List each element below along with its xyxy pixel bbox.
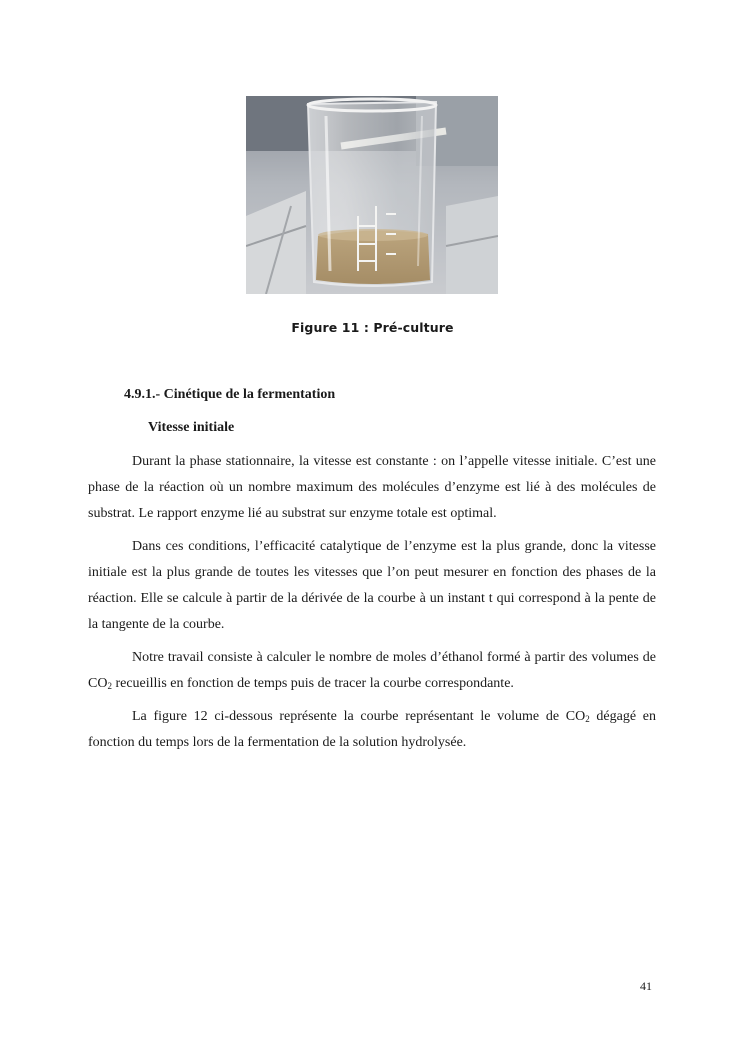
paragraph-4	[88, 704, 656, 756]
paragraph-1: Durant la phase stationnaire, la vitesse est constante : on l’appelle vitesse initiale. C’est une phase de la réaction où un nombre maximum des molécules d’enzyme est lié à des molécules de substrat. Le rapport enzyme lié au substrat sur enzyme totale est optimal.	[88, 454, 656, 521]
page-number: 41	[640, 979, 652, 993]
subscript-2: 2	[585, 714, 590, 724]
figure-caption: Figure 11 : Pré-culture	[291, 320, 454, 335]
subsection-heading: Vitesse initiale	[148, 420, 235, 435]
paragraph-4-text-start: La figure 12 ci-dessous représente la courbe représentant le volume de CO	[132, 709, 586, 724]
subscript-2: 2	[107, 681, 112, 691]
paragraph-2: Dans ces conditions, l’efficacité catalytique de l’enzyme est la plus grande, donc la vitesse initiale est la plus grande de toutes les vitesses que l’on peut mesurer en fonction des phases de la réaction. Elle se calcule à partir de la dérivée de la courbe à un instant t qui correspond à la pente de la tangente de la courbe.	[88, 539, 656, 632]
paragraph-4-text-end: dégagé en fonction du temps lors de la fermentation de la solution hydrolysée.	[88, 709, 656, 750]
paragraph-3-text-start: Notre travail consiste à calculer le nombre de moles d’éthanol formé à partir des volumes de CO	[88, 650, 656, 691]
section-heading: 4.9.1.- Cinétique de la fermentation	[124, 387, 336, 402]
paragraph-3	[88, 645, 656, 697]
preculture-photo	[246, 96, 498, 294]
paragraph-3-text-end: recueillis en fonction de temps puis de tracer la courbe correspondante.	[111, 676, 514, 691]
